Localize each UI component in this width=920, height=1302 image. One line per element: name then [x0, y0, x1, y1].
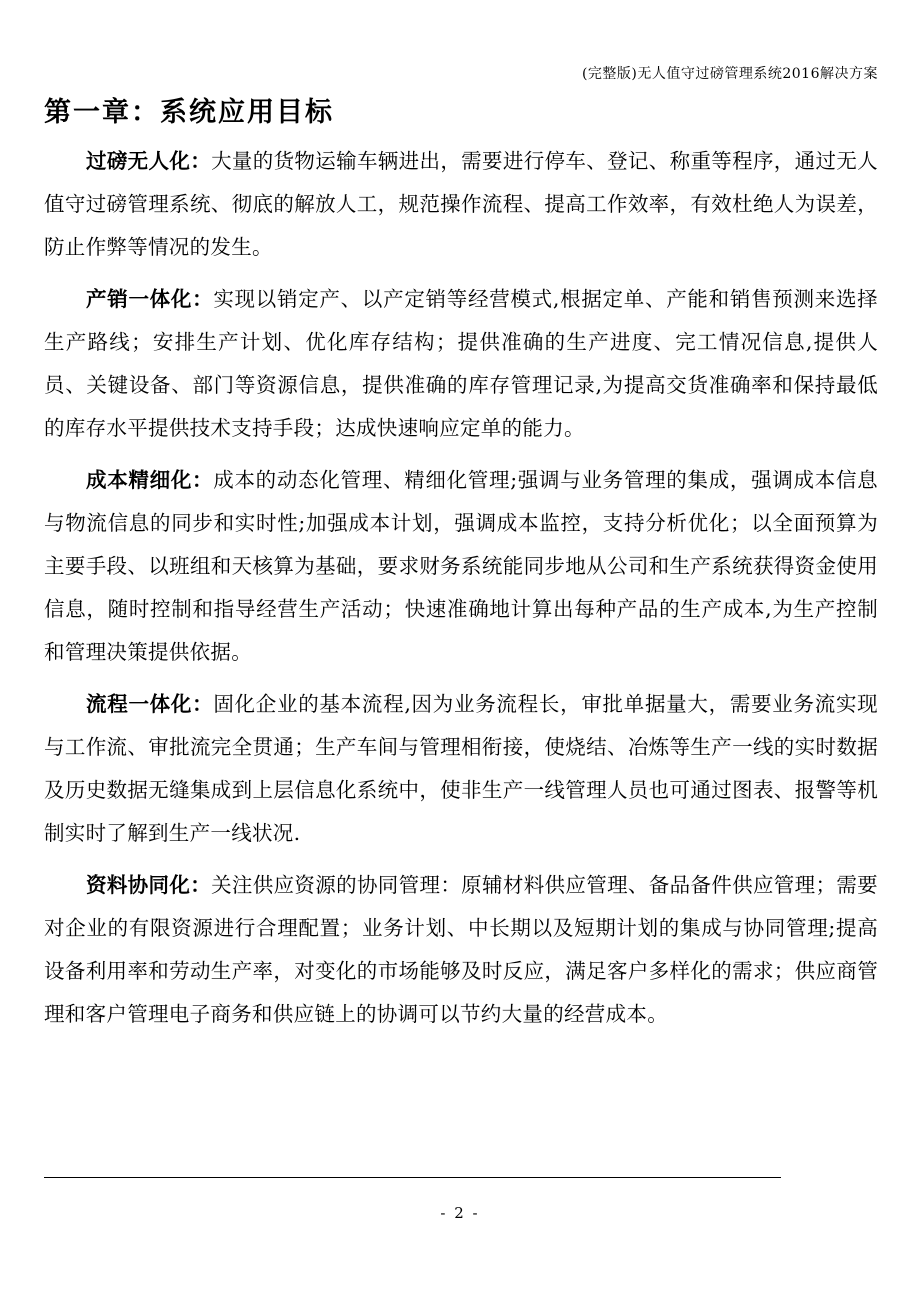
paragraph-term: 流程一体化：: [86, 692, 214, 716]
paragraph-text: 成本的动态化管理、精细化管理;强调与业务管理的集成，强调成本信息与物流信息的同步和实时性;加强成本计划，强调成本监控，支持分析优化；以全面预算为主要手段、以班组和天核算为基础，要求财务系统能同步地从公司和生产系统获得资金使用信息，随时控制和指导经营生产活动；快速准确地计算出每种产品的生产成本,为生产控制和管理决策提供依据。: [44, 468, 878, 664]
paragraph-term: 资料协同化：: [86, 873, 212, 897]
paragraph-text: 关注供应资源的协同管理：原辅材料供应管理、备品备件供应管理；需要对企业的有限资源进行合理配置；业务计划、中长期以及短期计划的集成与协同管理;提高设备利用率和劳动生产率，对变化的市场能够及时反应，满足客户多样化的需求；供应商管理和客户管理电子商务和供应链上的协调可以节约大量的经营成本。: [44, 873, 878, 1026]
paragraph-text: 实现以销定产、以产定销等经营模式,根据定单、产能和销售预测来选择生产路线；安排生产计划、优化库存结构；提供准确的生产进度、完工情况信息,提供人员、关键设备、部门等资源信息，提供准确的库存管理记录,为提高交货准确率和保持最低的库存水平提供技术支持手段；达成快速响应定单的能力。: [44, 287, 878, 440]
paragraph-text: 固化企业的基本流程,因为业务流程长，审批单据量大，需要业务流实现与工作流、审批流完全贯通；生产车间与管理相衔接，使烧结、冶炼等生产一线的实时数据及历史数据无缝集成到上层信息化系统中，使非生产一线管理人员也可通过图表、报警等机制实时了解到生产一线状况.: [44, 692, 878, 845]
paragraph-process-integration: [44, 683, 878, 855]
paragraph-cost-refinement: [44, 459, 878, 674]
body-text: [44, 140, 878, 1045]
paragraph-term: 产销一体化：: [86, 287, 214, 311]
paragraph-term: 成本精细化：: [86, 468, 214, 492]
paragraph-text: 大量的货物运输车辆进出，需要进行停车、登记、称重等程序，通过无人值守过磅管理系统、彻底的解放人工，规范操作流程、提高工作效率，有效杜绝人为误差，防止作弊等情况的发生。: [44, 149, 878, 259]
paragraph-resource-collaboration: [44, 864, 878, 1036]
paragraph-production-sales: [44, 278, 878, 450]
paragraph-weighing-unmanned: [44, 140, 878, 269]
paragraph-term: 过磅无人化：: [86, 149, 212, 173]
footer-rule: [44, 1177, 781, 1178]
chapter-title: 第一章：系统应用目标: [44, 97, 334, 128]
running-header: (完整版)无人值守过磅管理系统2016解决方案: [581, 66, 878, 82]
page-number: - 2 -: [440, 1204, 480, 1222]
